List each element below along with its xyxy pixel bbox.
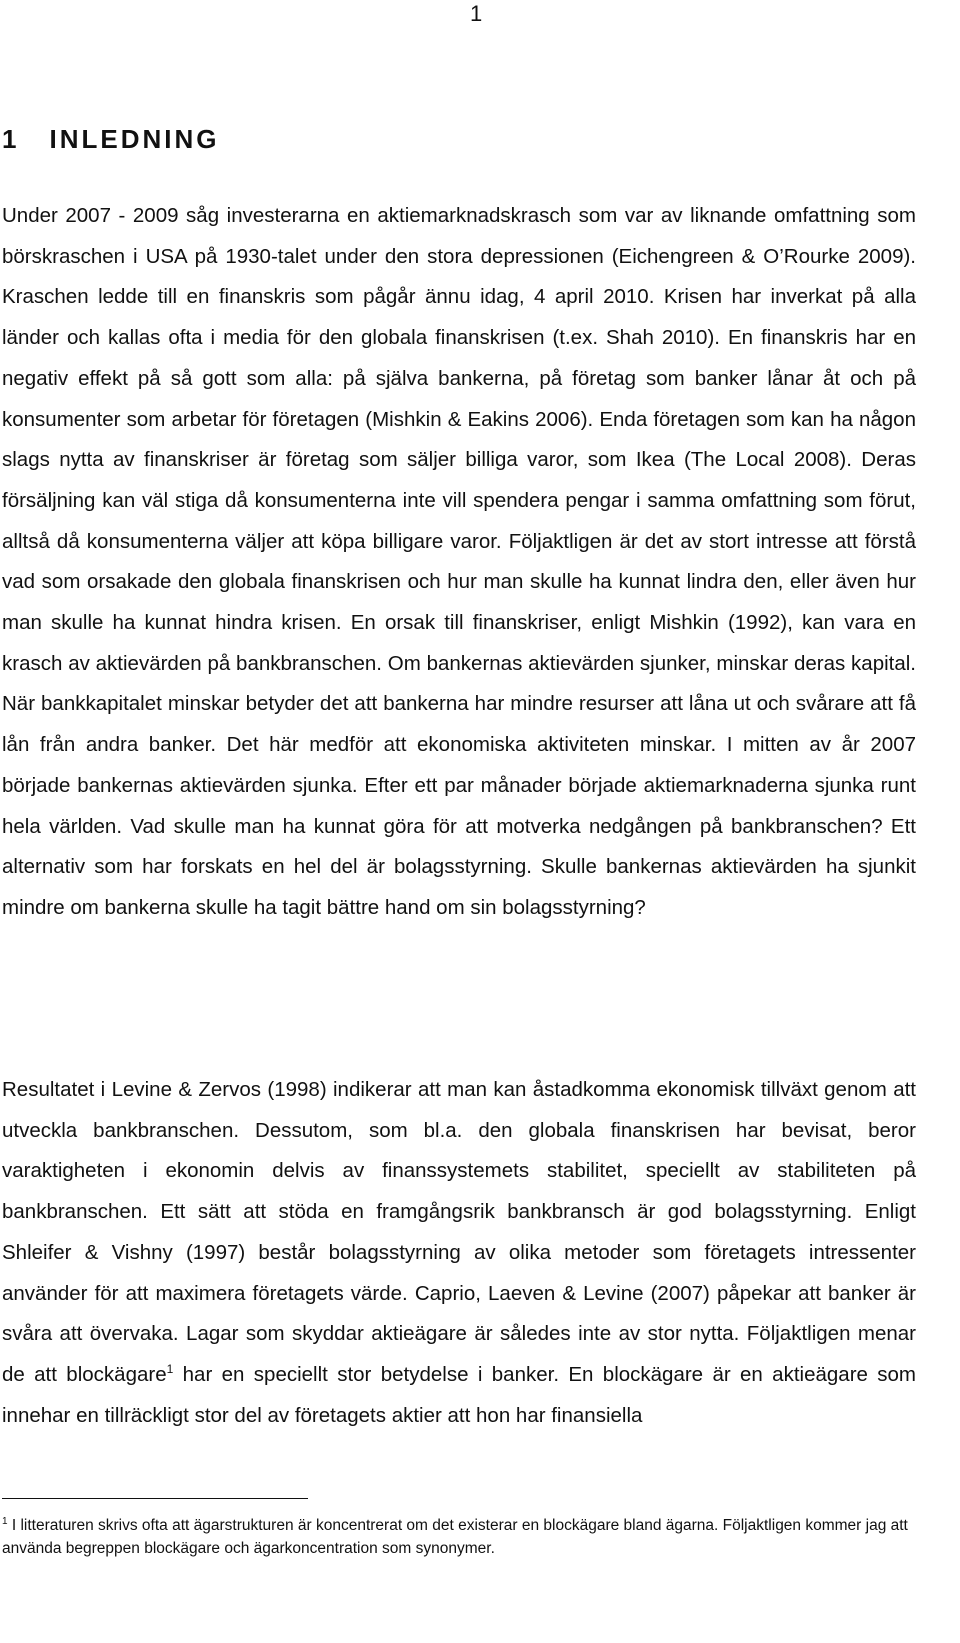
chapter-title: INLEDNING (49, 124, 220, 154)
paragraph-text-continued: har en speciellt stor betydelse i banker. En blockägare är en aktieägare som innehar en tillräckligt stor del av företagets aktier att hon har finansiella (2, 1362, 917, 1427)
footnote-separator (2, 1498, 308, 1499)
page-number: 1 (470, 1, 483, 26)
footnote-mark: 1 (2, 1515, 8, 1527)
paragraph-text: Resultatet i Levine & Zervos (1998) indikerar att man kan åstadkomma ekonomisk tillväxt genom att utveckla bankbranschen. Dessutom, som bl.a. den globala finanskrisen har bevisat, beror varaktigheten i ekonomin delvis av finanssystemets stabilitet, speciellt av stabiliteten på bankbranschen. Ett sätt att stöda en framgångsrik bankbransch är god bolagsstyrning. Enligt Shleifer & Vishny (1997) består bolagsstyrning av olika metoder som företagets intressenter använder för att maximera företagets värde. Caprio, Laeven & Levine (2007) påpekar att banker är svåra att övervaka. Lagar som skyddar aktieägare är således inte av stor nytta. Följaktligen menar de att blockägare (2, 1078, 916, 1386)
chapter-heading (2, 124, 219, 155)
footnote (2, 1514, 916, 1560)
chapter-number: 1 (2, 124, 20, 154)
paragraph-corporate-governance (2, 1070, 916, 1436)
footnote-text: I litteraturen skrivs ofta att ägarstrukturen är koncentrerat om det existerar en blockägare bland ägarna. Följaktligen kommer jag att använda begreppen blockägare och ägarkoncentration som synonymer. (2, 1517, 908, 1557)
footnote-reference: 1 (166, 1362, 174, 1377)
paragraph-introduction: Under 2007 - 2009 såg investerarna en aktiemarknadskrasch som var av liknande omfattning som börskraschen i USA på 1930-talet under den stora depressionen (Eichengreen & O’Rourke 2009). Kraschen ledde till en finanskris som pågår ännu idag, 4 april 2010. Krisen har inverkat på alla länder och kallas ofta i media för den globala finanskrisen (t.ex. Shah 2010). En finanskris har en negativ effekt på så gott som alla: på själva bankerna, på företag som banker lånar åt och på konsumenter som arbetar för företagen (Mishkin & Eakins 2006). Enda företagen som kan ha någon slags nytta av finanskriser är företag som säljer billiga varor, som Ikea (The Local 2008). Deras försäljning kan väl stiga då konsumenterna inte vill spendera pengar i samma omfattning som förut, alltså då konsumenterna väljer att köpa billigare varor. Följaktligen är det av stort intresse att förstå vad som orsakade den globala finanskrisen och hur man skulle ha kunnat lindra den, eller även hur man skulle ha kunnat hindra krisen. En orsak till finanskriser, enligt Mishkin (1992), kan vara en krasch av aktievärden på bankbranschen. Om bankernas aktievärden sjunker, minskar deras kapital. När bankkapitalet minskar betyder det att bankerna har mindre resurser att låna ut och svårare att få lån från andra banker. Det här medför att ekonomiska aktiviteten minskar. I mitten av år 2007 började bankernas aktievärden sjunka. Efter ett par månader började aktiemarknaderna sjunka runt hela världen. Vad skulle man ha kunnat göra för att motverka nedgången på bankbranschen? Ett alternativ som har forskats en hel del är bolagsstyrning. Skulle bankernas aktievärden ha sjunkit mindre om bankerna skulle ha tagit bättre hand om sin bolagsstyrning? (2, 204, 916, 919)
